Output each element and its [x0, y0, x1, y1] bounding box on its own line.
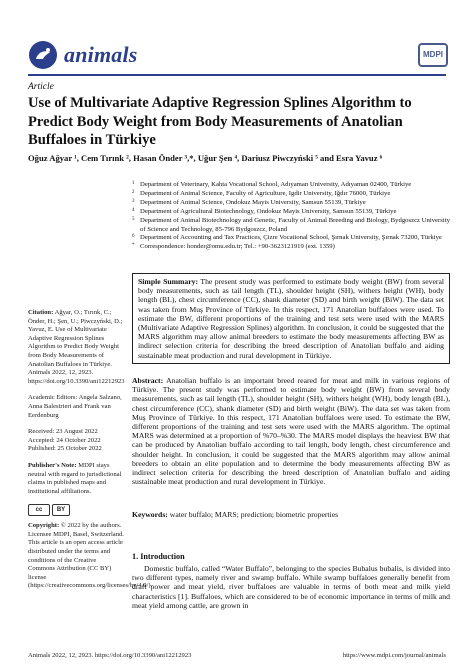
- affiliation-item: [132, 199, 450, 208]
- affiliation-number: 5: [132, 216, 135, 222]
- copyright-block: [28, 522, 153, 591]
- affiliation-number: 6: [132, 234, 135, 240]
- simple-summary-box: [132, 273, 450, 364]
- footer-journal-url[interactable]: https://www.mdpi.com/journal/animals: [342, 652, 446, 659]
- citation-block: [28, 309, 124, 386]
- abstract-label: Abstract:: [132, 376, 164, 385]
- dates-block: [28, 428, 124, 454]
- section-heading: 1. Introduction: [132, 552, 185, 561]
- affiliation-item: [132, 234, 450, 243]
- correspondence-item: [132, 243, 450, 252]
- copyright-label: Copyright:: [28, 522, 60, 530]
- publisher-note-label: Publisher's Note:: [28, 461, 77, 469]
- affiliation-text: Department of Agricultural Biotechnology, Ondokuz Mayis University, Samsun 55139, Türkiye: [140, 207, 397, 215]
- article-type: Article: [28, 82, 54, 92]
- affiliations: [132, 181, 450, 252]
- author-list: Oğuz Ağyar ¹, Cem Tırınk ², Hasan Önder ³,*, Uğur Şen ⁴, Dariusz Piwczyński ⁵ and Esra Yavuz ⁶: [28, 153, 383, 163]
- published-date: Published: 25 October 2022: [28, 445, 102, 453]
- affiliation-number: 1: [132, 181, 135, 186]
- correspondence-text: Correspondence: honder@omu.edu.tr; Tel.: +90-3623121919 (ext. 1359): [140, 243, 335, 251]
- by-icon: BY: [52, 504, 70, 516]
- page-footer: [28, 652, 446, 659]
- affiliation-text: Department of Animal Biotechnology and Genetic, Faculty of Animal Breeding and Biology, Bydgoszcz University of Science and Technology, 85-796 Bydgoszcz, Poland: [140, 216, 450, 233]
- journal-logo-icon: [28, 40, 58, 70]
- affiliation-item: [132, 181, 450, 190]
- publisher-note-block: [28, 462, 124, 496]
- introduction-text: Domestic buffalo, called “Water Buffalo”, belonging to the species Bubalus bubalis, is divided into two different types, namely river and swamp buffalo. While swamp buffaloes generally benefit from draft power and meat yield, river buffaloes are valuable in terms of both meat and milk yield characteristics [1]. Buffaloes, which are considered to be of economic importance in terms of milk and meat yield among cattle, are grown in: [132, 564, 450, 610]
- affiliation-number: *: [132, 243, 135, 249]
- affiliation-item: [132, 208, 450, 217]
- affiliation-number: 3: [132, 198, 135, 204]
- copyright-text: © 2022 by the authors. Licensee MDPI, Basel, Switzerland. This article is an open access article distributed under the terms and conditions of the Creative Commons Attribution (CC BY) license (https://creativecommons.org/licenses/by/4.0/).: [28, 522, 153, 590]
- affiliation-number: 2: [132, 189, 135, 195]
- publisher-logo: MDPI: [418, 43, 448, 67]
- abstract-text: Anatolian buffalo is an important breed reared for meat and milk in various regions of Türkiye. The present study was performed to estimate body weight (BW) from several body measurements, such as tail length (TL), shoulder height (SH), withers height (WH), body length (BL), chest circumference (CC), shank diameter (SD) and birth weight (BiW). The data set was taken from Muş Province of Türkiye. In this respect, 171 Anatolian buffaloes were used. To estimate the BW, different proportions of the training and test sets were used with the MARS algorithm. The optimal MARS was determined at a proportion of %70–%30. The MARS model displays the heaviest BW that can be produced by Anatolian buffalo according to tail length, body length, chest circumference and shoulder height. In conclusion, it could be suggested that the MARS algorithm may allow animal breeders to obtain an elite population and to determine the body measurements affecting BW as indirect selection criteria for describing the breed description of Anatolian buffalo and aiding sustainable meat production and rural development in Türkiye.: [132, 376, 450, 487]
- header-rule: [28, 74, 446, 76]
- affiliation-number: 4: [132, 207, 135, 213]
- keywords: [132, 510, 450, 519]
- footer-citation[interactable]: Animals 2022, 12, 2923. https://doi.org/10.3390/ani12212923: [28, 652, 192, 659]
- editors-block: [28, 394, 124, 420]
- journal-header: [28, 40, 448, 70]
- citation-label: Citation:: [28, 309, 54, 316]
- cc-icon: cc: [28, 504, 50, 516]
- affiliation-text: Department of Animal Science, Faculty of Agriculture, Igdir University, Iğdır 76000, Türkiye: [140, 189, 391, 197]
- simple-summary-text: The present study was performed to estimate body weight (BW) from several body measurements, such as tail length (TL), shoulder height (SH), withers height (WH), body length (BL), chest circumference (CC), shank diameter (SD) and birth weight (BiW). The data set was taken from Muş Province of Türkiye. In this respect, 171 Anatolian buffaloes were used. To estimate the BW, different proportions of the training and test sets were used with the MARS (Multivariate Adaptive Regression Splines) algorithm. In conclusion, it could be suggested that the MARS algorithm may allow animal breeders to estimate the body measurements affecting BW as indirect selection criteria for describing the breed description of Anatolian buffalo and aiding sustainable meat production and rural development in Türkiye.: [138, 277, 444, 360]
- keywords-text: water buffalo; MARS; prediction; biometric properties: [169, 510, 339, 519]
- cc-license-logo[interactable]: [28, 504, 124, 516]
- accepted-date: Accepted: 24 October 2022: [28, 436, 101, 444]
- affiliation-item: [132, 217, 450, 235]
- received-date: Received: 23 August 2022: [28, 428, 98, 436]
- article-title: Use of Multivariate Adaptive Regression Splines Algorithm to Predict Body Weight from Body Measurements of Anatolian Buffaloes in Türkiye: [28, 95, 412, 148]
- editors-text: Angela Salzano, Anna Balestrieri and Frank van Eerdenburg: [28, 394, 122, 419]
- editors-label: Academic Editors:: [28, 394, 78, 402]
- affiliation-item: [132, 190, 450, 199]
- keywords-label: Keywords:: [132, 510, 168, 519]
- affiliation-text: Department of Animal Science, Ondokuz Mayis University, Samsun 55139, Türkiye: [140, 198, 366, 206]
- publisher-note-text: MDPI stays neutral with regard to jurisdictional claims in published maps and institutional affiliations.: [28, 461, 122, 495]
- abstract: [132, 376, 450, 486]
- journal-name: animals: [64, 42, 138, 67]
- affiliation-text: Department of Accounting and Tax Practices, Çizre Vocational School, Şırnak University, Şırnak 73200, Türkiye: [140, 234, 442, 242]
- affiliation-text: Department of Veterinary, Kahta Vocational School, Adıyaman University, Adıyaman 02400, Türkiye: [140, 181, 412, 188]
- citation-text[interactable]: Ağyar, O.; Tırınk, C.; Önder, H.; Şen, U.; Piwczyński, D.; Yavuz, E. Use of Multivariate Adaptive Regression Splines Algorithm to Predict Body Weight from Body Measurements of Anatolian Buffaloes in Türkiye. Animals 2022, 12, 2923. https://doi.org/10.3390/ani12212923: [28, 309, 125, 385]
- simple-summary-label: Simple Summary:: [138, 277, 199, 286]
